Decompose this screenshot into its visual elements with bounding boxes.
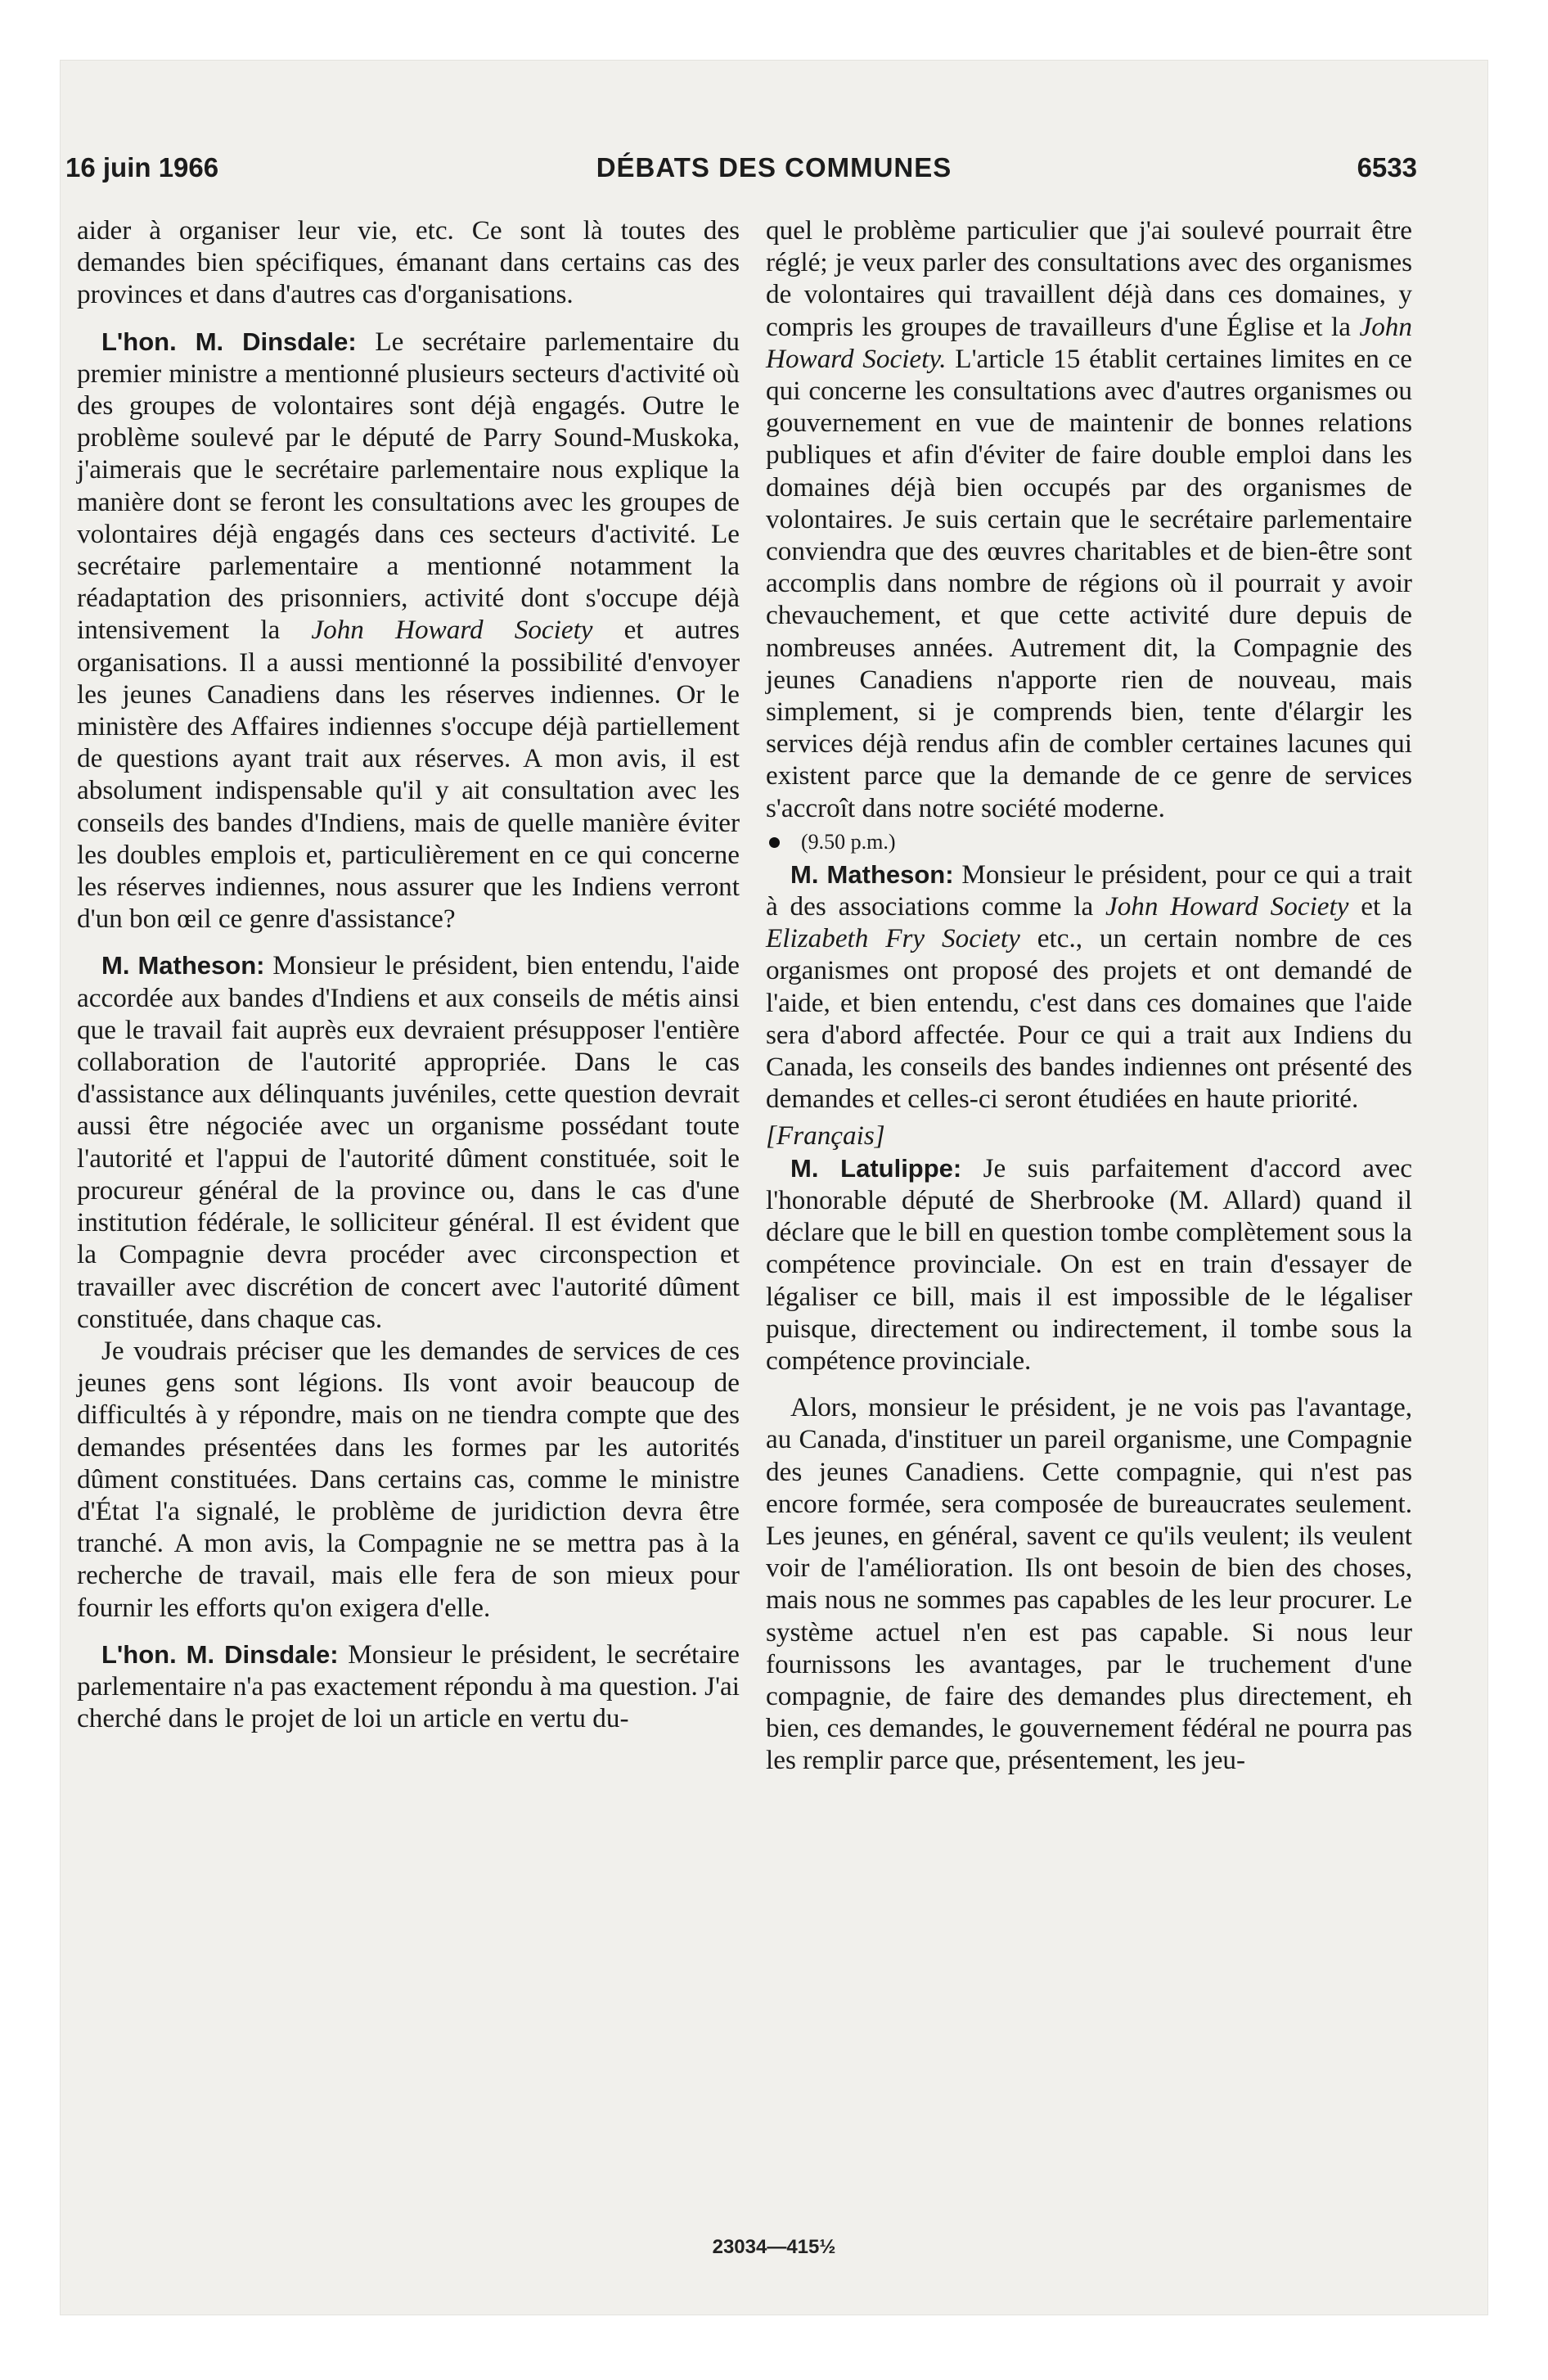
- header-page-number: 6533: [1357, 152, 1417, 183]
- speaker-name: M. Latulippe:: [790, 1153, 962, 1183]
- paragraph: M. Matheson: Monsieur le président, pour ce qui a trait à des associations comme la John Howard Society et la Elizabeth Fry Society etc., un certain nombre de ces organismes ont proposé des projets et ont demandé de l'aide, et bien entendu, c'est dans ces domaines que l'aide sera d'abord affectée. Pour ce qui a trait aux Indiens du Canada, les conseils des bandes indiennes ont présenté des demandes et celles-ci seront étudiées en haute priorité.: [766, 859, 1412, 1115]
- language-marker: [Français]: [766, 1120, 885, 1152]
- paragraph: L'hon. M. Dinsdale: Monsieur le président, le secrétaire parlementaire n'a pas exactement répondu à ma question. J'ai cherché dans le projet de loi un article en vertu du-: [77, 1639, 740, 1734]
- speaker-name: L'hon. M. Dinsdale:: [101, 1639, 339, 1669]
- speaker-name: L'hon. M. Dinsdale:: [101, 327, 357, 356]
- paragraph: Alors, monsieur le président, je ne vois pas l'avantage, au Canada, d'instituer un pareil organisme, une Compagnie des jeunes Canadiens. Cette compagnie, qui n'est pas encore formée, sera composée de bureaucrates seulement. Les jeunes, en général, savent ce qu'ils veulent; ils veulent voir de l'amélioration. Ils ont besoin de bien des choses, mais nous ne sommes pas capables de les leur procurer. Le système actuel n'en est pas capable. Si nous leur fournissons les avantages, par le truchement d'une compagnie, de faire des demandes plus directement, eh bien, ces demandes, le gouvernement fédéral ne pourra pas les remplir parce que, présentement, les jeu-: [766, 1392, 1412, 1776]
- paragraph: L'hon. M. Dinsdale: Le secrétaire parlementaire du premier ministre a mentionné plusieurs secteurs d'activité où des groupes de volontaires sont déjà engagés. Outre le problème soulevé par le député de Parry Sound-Muskoka, j'aimerais que le secrétaire parlementaire nous explique la manière dont se feront les consultations avec les groupes de volontaires déjà engagés dans ces secteurs d'activité. Le secrétaire parlementaire a mentionné notamment la réadaptation des prisonniers, activité dont s'occupe déjà intensivement la John Howard Society et autres organisations. Il a aussi mentionné la possibilité d'envoyer les jeunes Canadiens dans les réserves indiennes. Or le ministère des Affaires indiennes s'occupe déjà partiellement de questions ayant trait aux réserves. A mon avis, il est absolument indispensable qu'il y ait consultation avec les conseils des bandes d'Indiens, mais de quelle manière éviter les doubles emplois et, particulièrement en ce qui concerne les réserves indiennes, nous assurer que les Indiens verront d'un bon œil ce genre d'assistance?: [77, 326, 740, 935]
- time-stamp: (9.50 p.m.): [766, 827, 1412, 857]
- paragraph: Je voudrais préciser que les demandes de services de ces jeunes gens sont légions. Ils vont avoir beaucoup de difficultés à y répondre, mais on ne tiendra compte que des demandes présentées dans les formes par les autorités dûment constituées. Dans certains cas, comme le ministre d'État l'a signalé, le problème de juridiction devra être tranché. A mon avis, la Compagnie ne se mettra pas à la recherche de travail, mais elle fera de son mieux pour fournir les efforts qu'on exigera d'elle.: [77, 1335, 740, 1623]
- page-header: [65, 152, 1483, 188]
- page-footer-code: 23034—415½: [712, 2236, 836, 2258]
- paragraph: aider à organiser leur vie, etc. Ce sont là toutes des demandes bien spécifiques, émanant dans certains cas des provinces et dans d'autres cas d'organisations.: [77, 215, 740, 310]
- paragraph: M. Matheson: Monsieur le président, bien entendu, l'aide accordée aux bandes d'Indiens et aux conseils de métis ainsi que le travail fait auprès eux devraient présupposer l'entière collaboration de l'autorité appropriée. Dans le cas d'assistance aux délinquants juvéniles, cette question devrait aussi être négociée avec un organisme possédant toute l'autorité et l'appui de l'autorité dûment constituée, soit le procureur général de la province ou, dans le cas d'une institution fédérale, le solliciteur général. Il est évident que la Compagnie devra procéder avec circonspection et travailler avec discrétion de concert avec l'autorité dûment constituée, dans chaque cas.: [77, 950, 740, 1334]
- paragraph: quel le problème particulier que j'ai soulevé pourrait être réglé; je veux parler des consultations avec des organismes de volontaires qui travaillent déjà dans ces domaines, y compris les groupes de travailleurs d'une Église et la John Howard Society. L'article 15 établit certaines limites en ce qui concerne les consultations avec d'autres organismes ou gouvernement en vue de maintenir de bonnes relations publiques et afin d'éviter de faire double emploi dans les domaines déjà bien occupés par des organismes de volontaires. Je suis certain que le secrétaire parlementaire conviendra que des œuvres charitables et de bien-être sont accomplis dans nombre de régions où il pourrait y avoir chevauchement, et que cette activité dure depuis de nombreuses années. Autrement dit, la Compagnie des jeunes Canadiens n'apporte rien de nouveau, mais simplement, si je comprends bien, tente d'élargir les services déjà rendus afin de combler certaines lacunes qui existent parce que la demande de ce genre de services s'accroît dans notre société moderne.: [766, 215, 1412, 823]
- left-column: [77, 214, 740, 1734]
- bullet-icon: [769, 837, 780, 848]
- paragraph: M. Latulippe: Je suis parfaitement d'accord avec l'honorable député de Sherbrooke (M. Allard) quand il déclare que le bill en question tombe complètement sous la compétence provinciale. On est en train d'essayer de légaliser ce bill, mais il est impossible de le légaliser puisque, directement ou indirectement, il tombe sous la compétence provinciale.: [766, 1152, 1412, 1376]
- header-date: 16 juin 1966: [65, 152, 219, 183]
- speaker-name: M. Matheson:: [101, 951, 265, 980]
- right-column: [766, 214, 1412, 1777]
- header-title: DÉBATS DES COMMUNES: [596, 152, 952, 183]
- speaker-name: M. Matheson:: [790, 859, 954, 889]
